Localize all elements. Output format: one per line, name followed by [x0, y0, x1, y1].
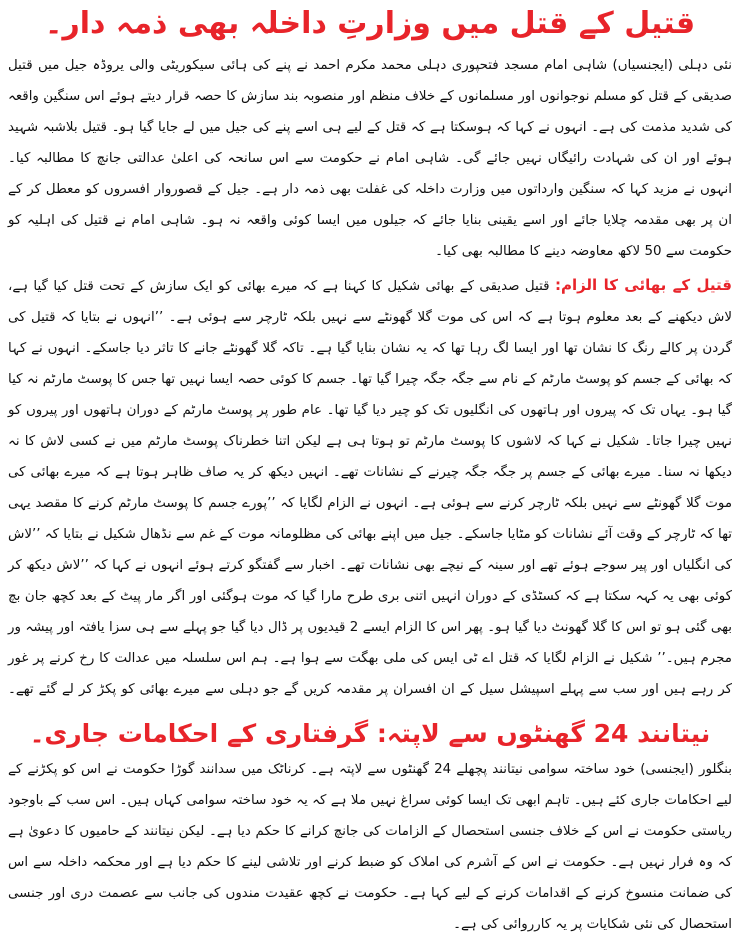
article-1-subsection-text: قتیل صدیقی کے بھائی شکیل کا کہنا ہے کہ میرے بھائی کو ایک سازش کے تحت قتل کیا گیا ہے، لاش دیکھنے کے بعد معلوم ہوتا ہے کہ اس کی موت گلا گھونٹے سے نہیں بلکہ ٹارچر سے ہوئی ہے۔ ’’انہوں نے بتایا کہ قتیل کی گردن پر کالے رنگ کا نشان تھا اور ایسا لگ رہا تھا کہ یہ نشان بنایا گیا ہے۔ تاکہ گلا گھونٹے جانے کا تاثر دیا جاسکے۔ انہوں نے کہا کہ بھائی کے جسم کو پوسٹ مارٹم کے نام سے جگہ جگہ چیرا گیا تھا۔ جسم کا کوئی حصہ ایسا نہیں تھا جس کا پوسٹ مارٹم نہ کیا گیا ہو۔ یہاں تک کہ پیروں اور ہاتھوں کی انگلیوں تک کو چیر دیا گیا تھا۔ عام طور پر پوسٹ مارٹم کے دوران ہاتھوں اور پیروں کو نہیں چیرا جاتا۔ شکیل نے کہا کہ لاشوں کا پوسٹ مارٹم تو ہوتا ہی ہے لیکن اتنا خطرناک پوسٹ مارٹم میں نے کسی لاش کا نہ دیکھا نہ سنا۔ میرے بھائی کے جسم پر جگہ جگہ چیرنے کے نشانات تھے۔ انہیں دیکھ کر یہ صاف ظاہر ہوتا ہے کہ میرے بھائی کی موت گلا گھونٹے سے نہیں بلکہ ٹارچر کرنے سے ہوئی ہے۔ انہوں نے الزام لگایا کہ ’’پورے جسم کا پوسٹ مارٹم کرنے کا مقصد یہی تھا کہ ٹارچر کے وقت آئے نشانات کو مٹایا جاسکے۔ جیل میں اپنے بھائی کی مظلومانہ موت کے غم سے نڈھال شکیل نے بتایا کہ ’’لاش کی انگلیاں اور پیر سوجے ہوئے تھے اور سینہ کے نیچے بھی نشانات تھے۔ اخبار سے گفتگو کرتے ہوئے انہوں نے کہا کہ ’’لاش دیکھ کر کوئی بھی یہ کہہ سکتا ہے کہ کسٹڈی کے دوران انہیں اتنی بری طرح مارا گیا کہ موت ہوگئی اور اگر مار پیٹ کے بعد کچھ جان بچ بھی گئی ہو تو اس کا گلا گھونٹ دیا گیا ہو۔ پھر اس کا الزام ایسے 2 قیدیوں پر ڈال دیا گیا جو پہلے سے ہی سزا یافتہ اور پیشہ ور مجرم ہیں۔’’ شکیل نے الزام لگایا کہ قتل اے ٹی ایس کی ملی بھگت سے ہوا ہے۔ ہم اس سلسلہ میں عدالت کا رخ کرنے پر غور کر رہے ہیں اور سب سے پہلے اسپیشل سیل کے ان افسران پر مقدمہ کریں گے جو دہلی سے میرے بھائی کو پکڑ کر لے گئے تھے۔: [8, 279, 732, 697]
article-2-body-paragraph: بنگلور (ایجنسی) خود ساختہ سوامی نیتانند پچھلے 24 گھنٹوں سے لاپتہ ہے۔ کرناٹک میں سدانند گوڑا حکومت نے اس کو پکڑنے کے لیے احکامات جاری کئے ہیں۔ تاہم ابھی تک ایسا کوئی سراغ نہیں ملا ہے کہ یہ خود ساختہ سوامی کہاں ہیں۔ اس سب کے باوجود ریاستی حکومت نے اس کے خلاف جنسی استحصال کے الزامات کی جانچ کرانے کا حکم دیا ہے۔ لیکن نیتانند کے حامیوں کا دعویٰ ہے کہ وہ فرار نہیں ہے۔ حکومت نے اس کے آشرم کی املاک کو ضبط کرنے اور تلاشی لینے کا حکم دیا ہے اور محکمہ داخلہ سے اس کی ضمانت منسوخ کرنے کے اقدامات کرنے کے لیے کہا ہے۔ حکومت نے کچھ عقیدت مندوں کی جانب سے عصمت دری اور جنسی استحصال کی نئی شکایات پر یہ کارروائی کی ہے۔: [8, 762, 732, 932]
article-1-lead-paragraph: نئی دہلی (ایجنسیاں) شاہی امام مسجد فتحپوری دہلی محمد مکرم احمد نے پنے کی ہائی سیکوریٹی والی یروڈہ جیل میں قتیل صدیقی کے قتل کو مسلم نوجوانوں اور مسلمانوں کے خلاف منظم اور منصوبہ بند سازش کا حصہ قرار دیتے ہوئے اس سنگین واقعہ کی شدید مذمت کی ہے۔ انہوں نے کہا کہ ہوسکتا ہے کہ قتل کے لیے ہی اسے پنے کی جیل میں لے جایا گیا ہو۔ قتیل بلاشبہ شہید ہوئے اور ان کی شہادت رائیگاں نہیں جائے گی۔ شاہی امام نے حکومت سے اس سانحہ کی اعلیٰ عدالتی جانچ کا مطالبہ کیا۔ انہوں نے مزید کہا کہ سنگین وارداتوں میں وزارت داخلہ کی غفلت بھی ذمہ دار ہے۔ جیل کے قصوروار افسروں کو معطل کر کے ان پر بھی مقدمہ چلایا جائے اور اسے یقینی بنایا جائے کہ جیلوں میں ایسا کوئی واقعہ نہ ہو۔ شاہی امام نے قتیل کی اہلیہ کو حکومت سے 50 لاکھ معاوضہ دینے کا مطالبہ بھی کیا۔: [8, 58, 732, 259]
article-1-subheading: قتیل کے بھائی کا الزام:: [554, 276, 732, 294]
article-1-headline: قتیل کے قتل میں وزارتِ داخلہ بھی ذمہ دار۔: [44, 6, 696, 41]
article-1-subsection: [6, 270, 734, 704]
article-2-headline: نیتانند 24 گھنٹوں سے لاپتہ: گرفتاری کے احکامات جاری۔: [29, 719, 711, 748]
